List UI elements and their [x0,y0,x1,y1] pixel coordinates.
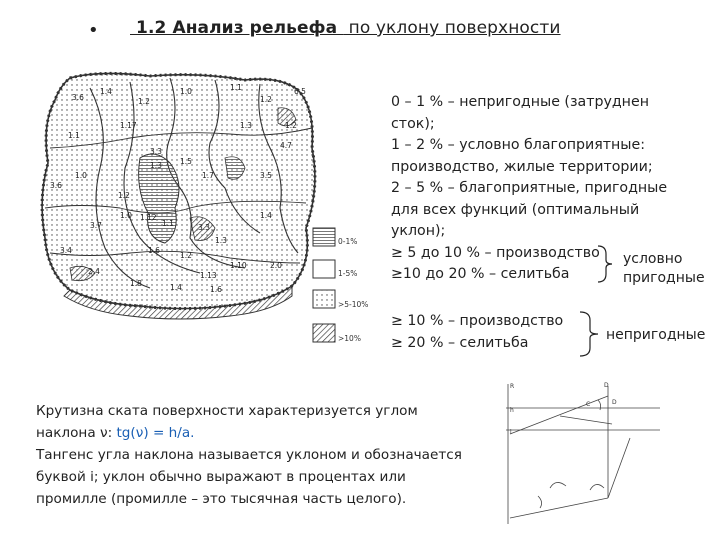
map-zone-label: 2.0 [270,261,282,270]
map-zone-label: 1.2 [118,191,130,200]
map-zone-label: 1.0 [180,87,192,96]
diagram-label: D [612,399,617,406]
class-line: производство, жилые территории; [391,158,653,175]
map-zone-label: 1.3 [240,121,252,130]
class-line: сток); [391,115,435,132]
map-zone-label: 1.3 [215,236,227,245]
legend-label-1-5: 1-5% [338,269,358,278]
map-zone-label: 3.7 [90,221,102,230]
unsuitable-bracket [578,310,602,358]
map-zone-label: 1.4 [100,87,112,96]
map-zone-label: 1.4 [260,211,272,220]
map-zone-label: 1.2 [260,95,272,104]
desc-line: Крутизна ската поверхности характеризуется углом [36,403,418,419]
map-zone-label: 1.2 [285,121,297,130]
legend-swatch-5-10 [313,290,335,308]
map-zone-label: 1.7 [202,171,214,180]
title-bullet: • [88,20,99,41]
legend-label-10: >10% [338,334,361,343]
desc-line: промилле (промилле – это тысячная часть целого). [36,491,407,507]
map-zone-label: 1.2 [180,251,192,260]
slope-formula: tg(ν) = h/a. [116,425,195,441]
diagram-arc [550,482,566,488]
map-zone-label: 1.10 [230,261,247,270]
map-zone-label: 1.3 [150,161,162,170]
map-zone-label: 2.4 [88,267,100,276]
slope-angle-diagram [500,378,665,528]
diagram-arc [538,496,542,508]
map-zone-label: 3.3 [150,147,162,156]
class-line: ≥ 5 до 10 % – производство [391,244,600,261]
map-zone-label: 3.4 [60,246,72,255]
title-part-2: по уклону поверхности [343,18,561,38]
map-zone-label: 1.12 [140,213,157,222]
map-zone-label: 1.1 [68,131,80,140]
map-legend [313,228,335,342]
map-zone-label: 1.5 [180,157,192,166]
legend-swatch-10 [313,324,335,342]
map-zone-label: 3.6 [50,181,62,190]
map-zone-label: 1.1 [230,83,242,92]
map-zone-label: 1.1 [162,219,174,228]
diagram-arc [590,484,604,490]
desc-line: буквой i; уклон обычно выражают в процентах или [36,469,406,485]
diagram-label: l [510,429,512,436]
map-zone-label: 1.4 [170,283,182,292]
legend-swatch-1-5 [313,260,335,278]
map-zone-label: 3.5 [260,171,272,180]
legend-swatch-0-1 [313,228,335,246]
title-part-1: 1.2 Анализ рельефа [130,18,344,38]
diagram-helper-line [560,416,612,424]
diagram-label: C [586,401,591,408]
conditional-label: условно пригодные [623,251,705,286]
class-line: уклон); [391,223,446,239]
relief-slope-map [30,68,340,358]
class-line: ≥10 до 20 % – селитьба [391,266,570,282]
diagram-side-line [608,438,630,498]
diagram-label: D [604,382,609,389]
map-zone-label: 3.3 [198,223,210,232]
desc-formula-prefix: наклона ν: [36,425,117,441]
slide-title [130,18,561,38]
desc-line [36,422,486,444]
class-line: 1 – 2 % – условно благоприятные: [391,137,645,153]
map-zone-label: 3.6 [72,93,84,102]
desc-line: Тангенс угла наклона называется уклоном и обозначается [36,447,462,463]
class-line: ≥ 20 % – селитьба [391,334,529,351]
diagram-angle-arc [598,400,601,410]
map-zone-label: 4.7 [280,141,292,150]
class-line: 0 – 1 % – непригодные (затруднен [391,94,649,110]
diagram-base-line [510,498,608,518]
diagram-slope-line [510,396,608,434]
map-zone-label: 1.6 [210,285,222,294]
map-zone-label: 1.6 [148,246,160,255]
diagram-label: h [510,407,514,414]
unsuitable-label: непригодные [606,327,706,343]
class-line: 2 – 5 % – благоприятные, пригодные [391,180,668,196]
class-line: ≥ 10 % – производство [391,313,564,329]
class-line: для всех функций (оптимальный [391,201,640,218]
map-zone-label: 6.5 [294,87,306,96]
map-zone-label: 1.17 [120,121,137,130]
slope-description [36,400,486,510]
legend-label-0-1: 0-1% [338,237,358,246]
conditional-bracket [596,244,616,284]
legend-label-5-10: >5-10% [338,300,369,309]
map-zone-label: 1.0 [75,171,87,180]
map-zone-label: 1.13 [200,271,217,280]
map-zone-label: 1.0 [120,211,132,220]
map-zone-label: 1.8 [130,279,142,288]
map-zone-label: 1.2 [138,97,150,106]
diagram-label: R [510,383,515,390]
